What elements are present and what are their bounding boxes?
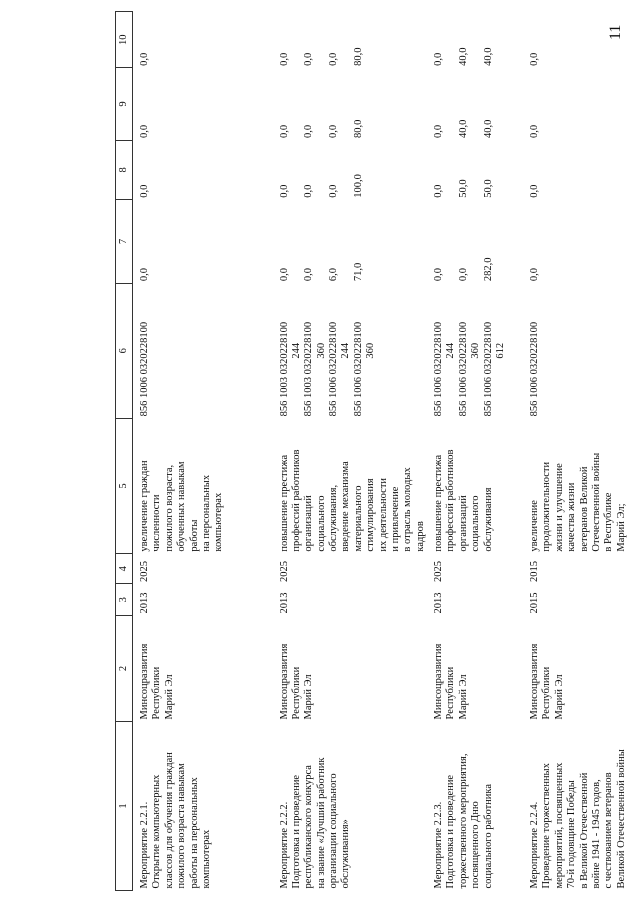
- cell-line: Мероприятие 2.2.1.: [139, 801, 150, 889]
- cell-line: Открытие компьютерных: [151, 774, 163, 889]
- cell-col-7: [273, 200, 428, 283]
- cell-col-1: [133, 721, 273, 890]
- cell-col-6: [133, 283, 273, 418]
- cell-line: 856 1006 0320228100: [328, 321, 339, 417]
- col-header-1: 1: [116, 721, 133, 890]
- cell-line: 360: [315, 342, 327, 359]
- col-header-10: 10: [116, 12, 133, 68]
- cell-line: 244: [445, 342, 457, 359]
- cell-line: 50,0: [482, 179, 494, 198]
- cell-col-3: 2013: [278, 592, 290, 614]
- table-row: [133, 12, 273, 891]
- cell-line: 0,0: [278, 52, 290, 66]
- col-header-5: 5: [116, 418, 133, 553]
- cell-col-4: 2025: [139, 561, 150, 582]
- cell-line: 40,0: [482, 119, 494, 139]
- cell-col-9: [523, 68, 639, 140]
- cell-line: 282,0: [482, 257, 494, 282]
- cell-line: [470, 14, 482, 66]
- cell-line: работы на персональных: [188, 777, 200, 889]
- cell-line: [316, 142, 328, 198]
- cell-line: 0,0: [529, 184, 540, 198]
- cell-line: 0,0: [139, 52, 150, 66]
- col-header-6: 6: [116, 283, 133, 418]
- cell-line: [470, 142, 482, 198]
- cell-line: 0,0: [433, 52, 444, 66]
- cell-line: [340, 70, 352, 138]
- cell-line: обученных навыкам: [176, 461, 188, 552]
- cell-col-7: [523, 200, 639, 283]
- cell-line: [445, 70, 457, 138]
- cell-line: пожилого возраста навыкам: [176, 763, 188, 889]
- cell-line: 0,0: [303, 52, 315, 66]
- cell-col-1: [273, 721, 428, 890]
- cell-line: 40,0: [482, 47, 494, 66]
- cell-line: Проведение торжественных: [541, 763, 553, 889]
- cell-line: компьютерах: [200, 829, 212, 889]
- cell-col-3: 2013: [139, 592, 150, 614]
- cell-line: 80,0: [352, 119, 364, 139]
- cell-line: Подготовка и проведение: [290, 774, 302, 889]
- cell-line: [316, 202, 328, 281]
- cell-col-7: [133, 200, 273, 283]
- cell-line: Минсоцразвития: [433, 643, 444, 720]
- cell-line: увеличение: [529, 500, 540, 552]
- cell-line: Мероприятие 2.2.2.: [278, 801, 290, 889]
- cell-col-6: [273, 283, 428, 418]
- cell-line: 856 1006 0320228100: [352, 321, 364, 417]
- cell-line: Республики: [541, 666, 553, 720]
- cell-line: 244: [340, 342, 352, 359]
- cell-line: 0,0: [433, 124, 444, 139]
- cell-col-9: [133, 68, 273, 140]
- cell-line: 0,0: [328, 52, 339, 66]
- cell-line: Марий Эл: [457, 674, 469, 720]
- cell-line: 70-й годовщине Победы: [566, 780, 578, 889]
- cell-line: работы: [188, 519, 200, 552]
- cell-line: организаций: [457, 495, 469, 552]
- cell-col-5: [133, 418, 273, 553]
- cell-col-1: [427, 721, 523, 890]
- cell-line: 612: [494, 342, 506, 359]
- cell-col-4: 2025: [278, 561, 290, 582]
- cell-col-9: [427, 68, 523, 140]
- cell-line: Марий Эл: [553, 674, 565, 720]
- cell-line: 80,0: [352, 47, 364, 66]
- cell-line: 0,0: [529, 124, 540, 139]
- cell-line: [445, 142, 457, 198]
- cell-line: 0,0: [278, 184, 290, 198]
- cell-line: 0,0: [433, 184, 444, 198]
- cell-line: 0,0: [529, 268, 540, 282]
- cell-line: 71,0: [352, 262, 364, 282]
- cell-line: в отрасль молодых: [402, 467, 414, 552]
- cell-col-10: [523, 12, 639, 68]
- col-header-8: 8: [116, 140, 133, 200]
- cell-line: ветеранов Великой: [578, 466, 590, 552]
- cell-line: [445, 14, 457, 66]
- cell-line: [291, 142, 303, 198]
- cell-line: Великой Отечественной войны: [615, 749, 627, 889]
- cell-line: продолжительности: [541, 461, 553, 552]
- cell-line: социального: [315, 495, 327, 552]
- cell-line: материального: [352, 485, 364, 552]
- cell-line: 0,0: [303, 124, 315, 139]
- cell-line: организации социального: [328, 773, 339, 889]
- cell-line: 856 1006 0320228100: [139, 321, 150, 417]
- cell-line: пожилого возраста,: [163, 464, 175, 552]
- cell-line: с чествованием ветеранов: [603, 772, 615, 889]
- cell-line: 0,0: [278, 124, 290, 139]
- cell-col-2: [273, 616, 428, 722]
- cell-line: организаций: [303, 495, 315, 552]
- cell-col-8: [427, 140, 523, 200]
- cell-line: республиканского конкурса: [303, 765, 315, 889]
- cell-col-9: [273, 68, 428, 140]
- cell-line: жизни и улучшение: [553, 463, 565, 552]
- cell-line: 856 1006 0320228100: [482, 321, 494, 417]
- cell-col-5: [427, 418, 523, 553]
- cell-line: увеличение граждан: [139, 460, 150, 552]
- cell-line: и привлечение: [389, 486, 401, 552]
- cell-line: [340, 202, 352, 281]
- cell-line: Подготовка и проведение: [445, 774, 457, 889]
- cell-col-10: [427, 12, 523, 68]
- cell-line: компьютерах: [213, 492, 225, 552]
- cell-col-10: [273, 12, 428, 68]
- cell-line: [470, 202, 482, 281]
- cell-col-2: [427, 616, 523, 722]
- col-header-3: 3: [116, 584, 133, 616]
- cell-line: Отечественной войны: [590, 452, 602, 552]
- cell-line: их деятельности: [377, 477, 389, 552]
- cell-line: Минсоцразвития: [278, 643, 290, 720]
- cell-line: Марий Эл;: [615, 503, 627, 552]
- cell-line: на звание «Лучший работник: [315, 757, 327, 889]
- cell-line: обслуживания: [482, 487, 494, 552]
- cell-line: стимулирования: [365, 478, 377, 552]
- cell-line: [445, 202, 457, 281]
- col-header-9: 9: [116, 68, 133, 140]
- cell-line: Марий Эл: [163, 674, 175, 720]
- cell-line: 0,0: [278, 268, 290, 282]
- col-header-4: 4: [116, 554, 133, 584]
- cell-line: повышение престижа: [278, 454, 290, 552]
- cell-line: 0,0: [139, 124, 150, 139]
- cell-col-7: [427, 200, 523, 283]
- cell-line: [340, 14, 352, 66]
- cell-line: [340, 142, 352, 198]
- cell-line: повышение престижа: [433, 454, 444, 552]
- cell-line: в Великой Отечественной: [578, 772, 590, 889]
- cell-line: 856 1003 0320228100: [278, 321, 290, 417]
- cell-line: 0,0: [139, 268, 150, 282]
- cell-col-6: [427, 283, 523, 418]
- col-header-2: 2: [116, 616, 133, 722]
- cell-line: 360: [470, 342, 482, 359]
- cell-line: 6,0: [328, 268, 339, 282]
- table-row: [523, 12, 639, 891]
- cell-line: Марий Эл: [303, 674, 315, 720]
- cell-line: обслуживания,: [328, 484, 339, 552]
- cell-line: 856 1006 0320228100: [529, 321, 540, 417]
- cell-col-1: [523, 721, 639, 890]
- cell-col-5: [523, 418, 639, 553]
- cell-line: численности: [151, 494, 163, 552]
- cell-line: социального работника: [482, 783, 494, 889]
- cell-line: 0,0: [328, 124, 339, 139]
- cell-col-2: [523, 616, 639, 722]
- cell-line: обслуживания»: [340, 819, 352, 889]
- cell-line: 856 1006 0320228100: [433, 321, 444, 417]
- cell-line: Республики: [290, 666, 302, 720]
- cell-line: торжественного мероприятия,: [457, 753, 469, 889]
- cell-col-8: [523, 140, 639, 200]
- cell-line: 40,0: [457, 47, 469, 66]
- cell-line: на персональных: [200, 474, 212, 552]
- table-row: [427, 12, 523, 891]
- cell-line: 856 1006 0320228100: [457, 321, 469, 417]
- cell-col-5: [273, 418, 428, 553]
- cell-col-6: [523, 283, 639, 418]
- cell-line: посвященного Дню: [470, 801, 482, 889]
- cell-line: классов для обучения граждан: [163, 752, 175, 889]
- table-row: [273, 12, 428, 891]
- cell-line: введение механизма: [340, 461, 352, 552]
- cell-line: качества жизни: [566, 482, 578, 552]
- cell-line: профессий работников: [445, 449, 457, 552]
- cell-line: Мероприятие 2.2.3.: [433, 801, 444, 889]
- cell-line: Минсоцразвития: [139, 643, 150, 720]
- program-table: [115, 11, 639, 891]
- cell-col-2: [133, 616, 273, 722]
- cell-line: Республики: [151, 666, 163, 720]
- cell-line: 244: [290, 342, 302, 359]
- cell-col-3: 2013: [433, 592, 444, 614]
- cell-line: [291, 70, 303, 138]
- cell-line: 856 1003 0320228100: [303, 321, 315, 417]
- cell-line: 100,0: [352, 174, 364, 198]
- cell-line: 360: [365, 342, 377, 359]
- cell-line: 0,0: [303, 184, 315, 198]
- cell-col-8: [273, 140, 428, 200]
- cell-line: [316, 14, 328, 66]
- cell-line: [291, 202, 303, 281]
- cell-line: социального: [470, 495, 482, 552]
- rotated-table-page: [115, 11, 635, 891]
- cell-line: 0,0: [433, 268, 444, 282]
- cell-line: 0,0: [529, 52, 540, 66]
- cell-col-4: 2025: [433, 561, 444, 582]
- header-row: [116, 12, 133, 891]
- cell-line: Минсоцразвития: [529, 643, 540, 720]
- cell-line: 0,0: [139, 184, 150, 198]
- cell-line: 0,0: [328, 184, 339, 198]
- cell-line: в Республике: [603, 492, 615, 552]
- cell-line: кадров: [414, 521, 426, 552]
- cell-line: [470, 70, 482, 138]
- cell-line: 0,0: [303, 268, 315, 282]
- cell-col-4: 2015: [529, 561, 540, 582]
- cell-col-8: [133, 140, 273, 200]
- cell-col-3: 2015: [529, 592, 540, 614]
- cell-line: мероприятий, посвященных: [553, 762, 565, 889]
- page-number: 11: [607, 24, 624, 40]
- cell-line: [316, 70, 328, 138]
- cell-line: профессий работников: [290, 449, 302, 552]
- cell-line: [291, 14, 303, 66]
- cell-line: 50,0: [457, 179, 469, 198]
- cell-col-10: [133, 12, 273, 68]
- cell-line: 40,0: [457, 119, 469, 139]
- col-header-7: 7: [116, 200, 133, 283]
- cell-line: Республики: [445, 666, 457, 720]
- cell-line: 0,0: [457, 268, 469, 282]
- cell-line: войне 1941 - 1945 годов,: [590, 779, 602, 889]
- cell-line: Мероприятие 2.2.4.: [529, 801, 540, 889]
